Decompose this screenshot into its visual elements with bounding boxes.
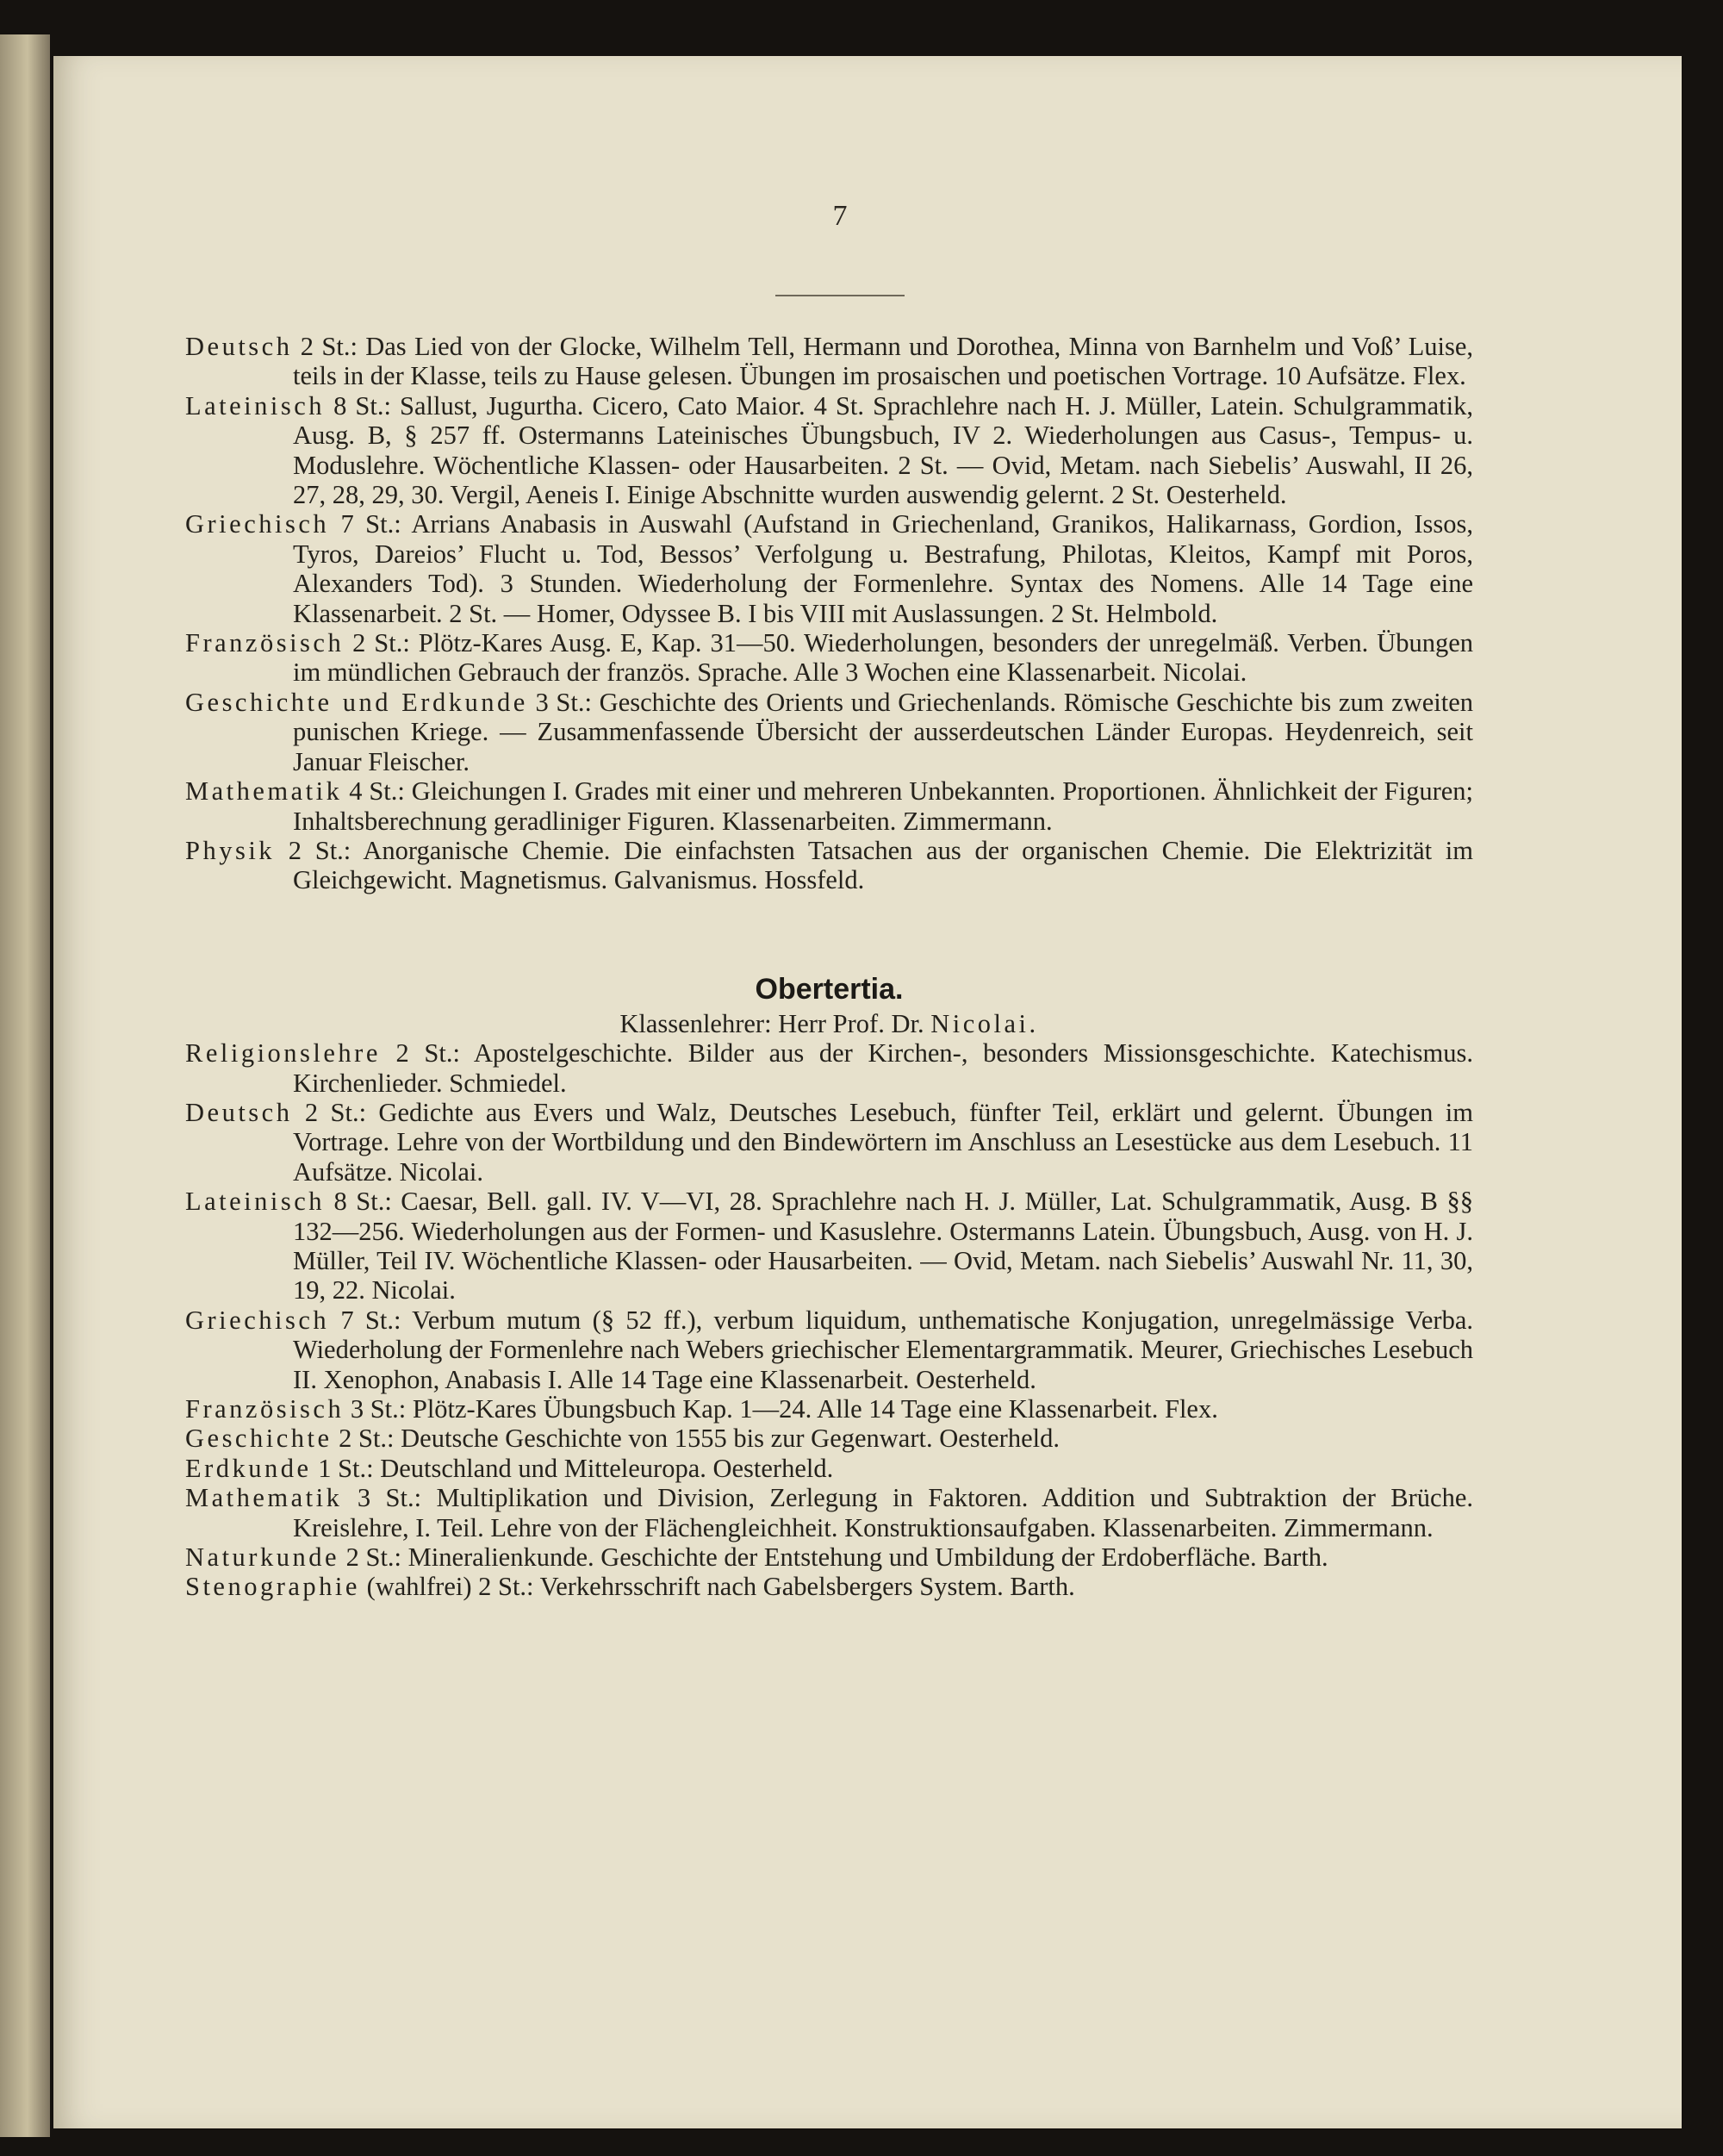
entry-physik: [185, 836, 1473, 895]
subject-label: Geschichte und Erdkunde: [185, 687, 528, 717]
subject-label: Deutsch: [185, 1097, 293, 1127]
lower-entries: [185, 1038, 1473, 1602]
entry-deutsch: [185, 1098, 1473, 1187]
teacher-name: Nicolai.: [930, 1008, 1039, 1038]
subject-label: Französisch: [185, 1394, 345, 1424]
entry-text: 1 St.: Deutschland und Mitteleuropa. Oesterheld.: [318, 1453, 834, 1483]
section-spacer: [185, 895, 1473, 971]
subject-label: Naturkunde: [185, 1542, 339, 1573]
entry-text: 3 St.: Geschichte des Orients und Griechenlands. Römische Geschichte bis zum zweiten punischen Kriege. — Zusammenfassende Übersicht der ausserdeutschen Länder Europas. Heydenreich, seit Januar Fleischer.: [293, 687, 1473, 776]
subject-label: Physik: [185, 835, 276, 865]
entry-text: 2 St.: Deutsche Geschichte von 1555 bis zur Gegenwart. Oesterheld.: [339, 1424, 1060, 1454]
subject-label: Griechisch: [185, 509, 330, 539]
upper-entries: [185, 332, 1473, 895]
entry-stenographie: [185, 1572, 1473, 1601]
adjacent-page-edge: [0, 34, 50, 2137]
page-number: 7: [832, 200, 848, 232]
class-teacher-line: [185, 1009, 1473, 1038]
subject-label: Lateinisch: [185, 390, 326, 421]
subject-label: Erdkunde: [185, 1453, 312, 1483]
entry-erdkunde: [185, 1454, 1473, 1483]
entry-geschichte-erdkunde: [185, 688, 1473, 776]
entry-religionslehre: [185, 1038, 1473, 1098]
entry-text: 2 St.: Anorganische Chemie. Die einfachsten Tatsachen aus der organischen Chemie. Die Elektrizität im Gleichgewicht. Magnetismus. Galvanismus. Hossfeld.: [288, 835, 1473, 895]
subject-label: Geschichte: [185, 1424, 333, 1454]
entry-text: 2 St.: Mineralienkunde. Geschichte der Entstehung und Umbildung der Erdoberfläche. Barth.: [345, 1542, 1328, 1573]
subject-label: Mathematik: [185, 1483, 343, 1513]
entry-text: 4 St.: Gleichungen I. Grades mit einer und mehreren Unbekannten. Proportionen. Ähnlichkeit der Figuren; Inhaltsberechnung geradliniger Figuren. Klassenarbeiten. Zimmermann.: [293, 776, 1474, 836]
teacher-prefix: Klassenlehrer: Herr Prof. Dr.: [619, 1008, 924, 1038]
entry-text: 7 St.: Arrians Anabasis in Auswahl (Aufstand in Griechenland, Granikos, Halikarnass, Gordion, Issos, Tyros, Dareios’ Flucht u. Tod, Bessos’ Verfolgung u. Bestrafung, Philotas, Kleitos, Kampf mit Poros, Alexanders Tod). 3 Stunden. Wiederholung der Formenlehre. Syntax des Nomens. Alle 14 Tage eine Klassenarbeit. 2 St. — Homer, Odyssee B. I bis VIII mit Auslassungen. 2 St. Helmbold.: [293, 509, 1474, 628]
entry-text: 3 St.: Plötz-Kares Übungsbuch Kap. 1—24. Alle 14 Tage eine Klassenarbeit. Flex.: [350, 1394, 1218, 1424]
entry-franzoesisch: [185, 628, 1473, 688]
entry-franzoesisch: [185, 1394, 1473, 1424]
entry-griechisch: [185, 509, 1473, 628]
entry-text: 2 St.: Plötz-Kares Ausg. E, Kap. 31—50. Wiederholungen, besonders der unregelmäß. Verben. Übungen im mündlichen Gebrauch der französ. Sprache. Alle 3 Wochen eine Klassenarbeit. Nicolai.: [293, 628, 1473, 688]
entry-mathematik: [185, 776, 1473, 836]
subject-label: Religionslehre: [185, 1038, 381, 1069]
entry-text: 3 St.: Multiplikation und Division, Zerlegung in Faktoren. Addition und Subtraktion der Brüche. Kreislehre, I. Teil. Lehre von der Flächengleichheit. Konstruktionsaufgaben. Klassenarbeiten. Zimmermann.: [293, 1483, 1474, 1542]
page-number-rule: [775, 295, 905, 296]
entry-lateinisch: [185, 1187, 1473, 1305]
entry-deutsch: [185, 332, 1473, 391]
subject-label: Mathematik: [185, 776, 343, 807]
page-content: [185, 332, 1473, 1602]
entry-text: 7 St.: Verbum mutum (§ 52 ff.), verbum liquidum, unthematische Konjugation, unregelmässige Verba. Wiederholung der Formenlehre nach Webers griechischer Elementargrammatik. Meurer, Griechisches Lesebuch II. Xenophon, Anabasis I. Alle 14 Tage eine Klassenarbeit. Oesterheld.: [293, 1305, 1473, 1394]
subject-label: Französisch: [185, 628, 345, 658]
entry-text: (wahlfrei) 2 St.: Verkehrsschrift nach Gabelsbergers System. Barth.: [366, 1572, 1075, 1602]
entry-lateinisch: [185, 391, 1473, 510]
subject-label: Deutsch: [185, 332, 293, 361]
subject-label: Griechisch: [185, 1305, 330, 1335]
entry-naturkunde: [185, 1542, 1473, 1572]
subject-label: Stenographie: [185, 1572, 360, 1602]
subject-label: Lateinisch: [185, 1187, 326, 1217]
entry-griechisch: [185, 1305, 1473, 1394]
entry-text: 2 St.: Apostelgeschichte. Bilder aus der Kirchen-, besonders Missionsgeschichte. Katechismus. Kirchenlieder. Schmiedel.: [293, 1038, 1474, 1098]
entry-text: 8 St.: Sallust, Jugurtha. Cicero, Cato Maior. 4 St. Sprachlehre nach H. J. Müller, Latein. Schulgrammatik, Ausg. B, § 257 ff. Ostermanns Lateinisches Übungsbuch, IV 2. Wiederholungen aus Casus-, Tempus- u. Moduslehre. Wöchentliche Klassen- oder Hausarbeiten. 2 St. — Ovid, Metam. nach Siebelis’ Auswahl, II 26, 27, 28, 29, 30. Vergil, Aeneis I. Einige Abschnitte wurden auswendig gelernt. 2 St. Oesterheld.: [293, 390, 1473, 510]
section-title: Obertertia.: [755, 972, 904, 1006]
entry-mathematik: [185, 1483, 1473, 1542]
entry-geschichte: [185, 1424, 1473, 1453]
entry-text: 8 St.: Caesar, Bell. gall. IV. V—VI, 28. Sprachlehre nach H. J. Müller, Lat. Schulgrammatik, Ausg. B §§ 132—256. Wiederholungen aus der Formen- und Kasuslehre. Ostermanns Latein. Übungsbuch, Ausg. von H. J. Müller, Teil IV. Wöchentliche Klassen- oder Hausarbeiten. — Ovid, Metam. nach Siebelis’ Auswahl Nr. 11, 30, 19, 22. Nicolai.: [293, 1187, 1473, 1305]
entry-text: 2 St.: Gedichte aus Evers und Walz, Deutsches Lesebuch, fünfter Teil, erklärt und gelernt. Übungen im Vortrage. Lehre von der Wortbildung und den Bindewörtern im Anschluss an Lesestücke aus dem Lesebuch. 11 Aufsätze. Nicolai.: [293, 1097, 1473, 1187]
entry-text: 2 St.: Das Lied von der Glocke, Wilhelm Tell, Hermann und Dorothea, Minna von Barnhelm und Voß’ Luise, teils in der Klasse, teils zu Hause gelesen. Übungen im prosaischen und poetischen Vortrage. 10 Aufsätze. Flex.: [293, 332, 1474, 391]
